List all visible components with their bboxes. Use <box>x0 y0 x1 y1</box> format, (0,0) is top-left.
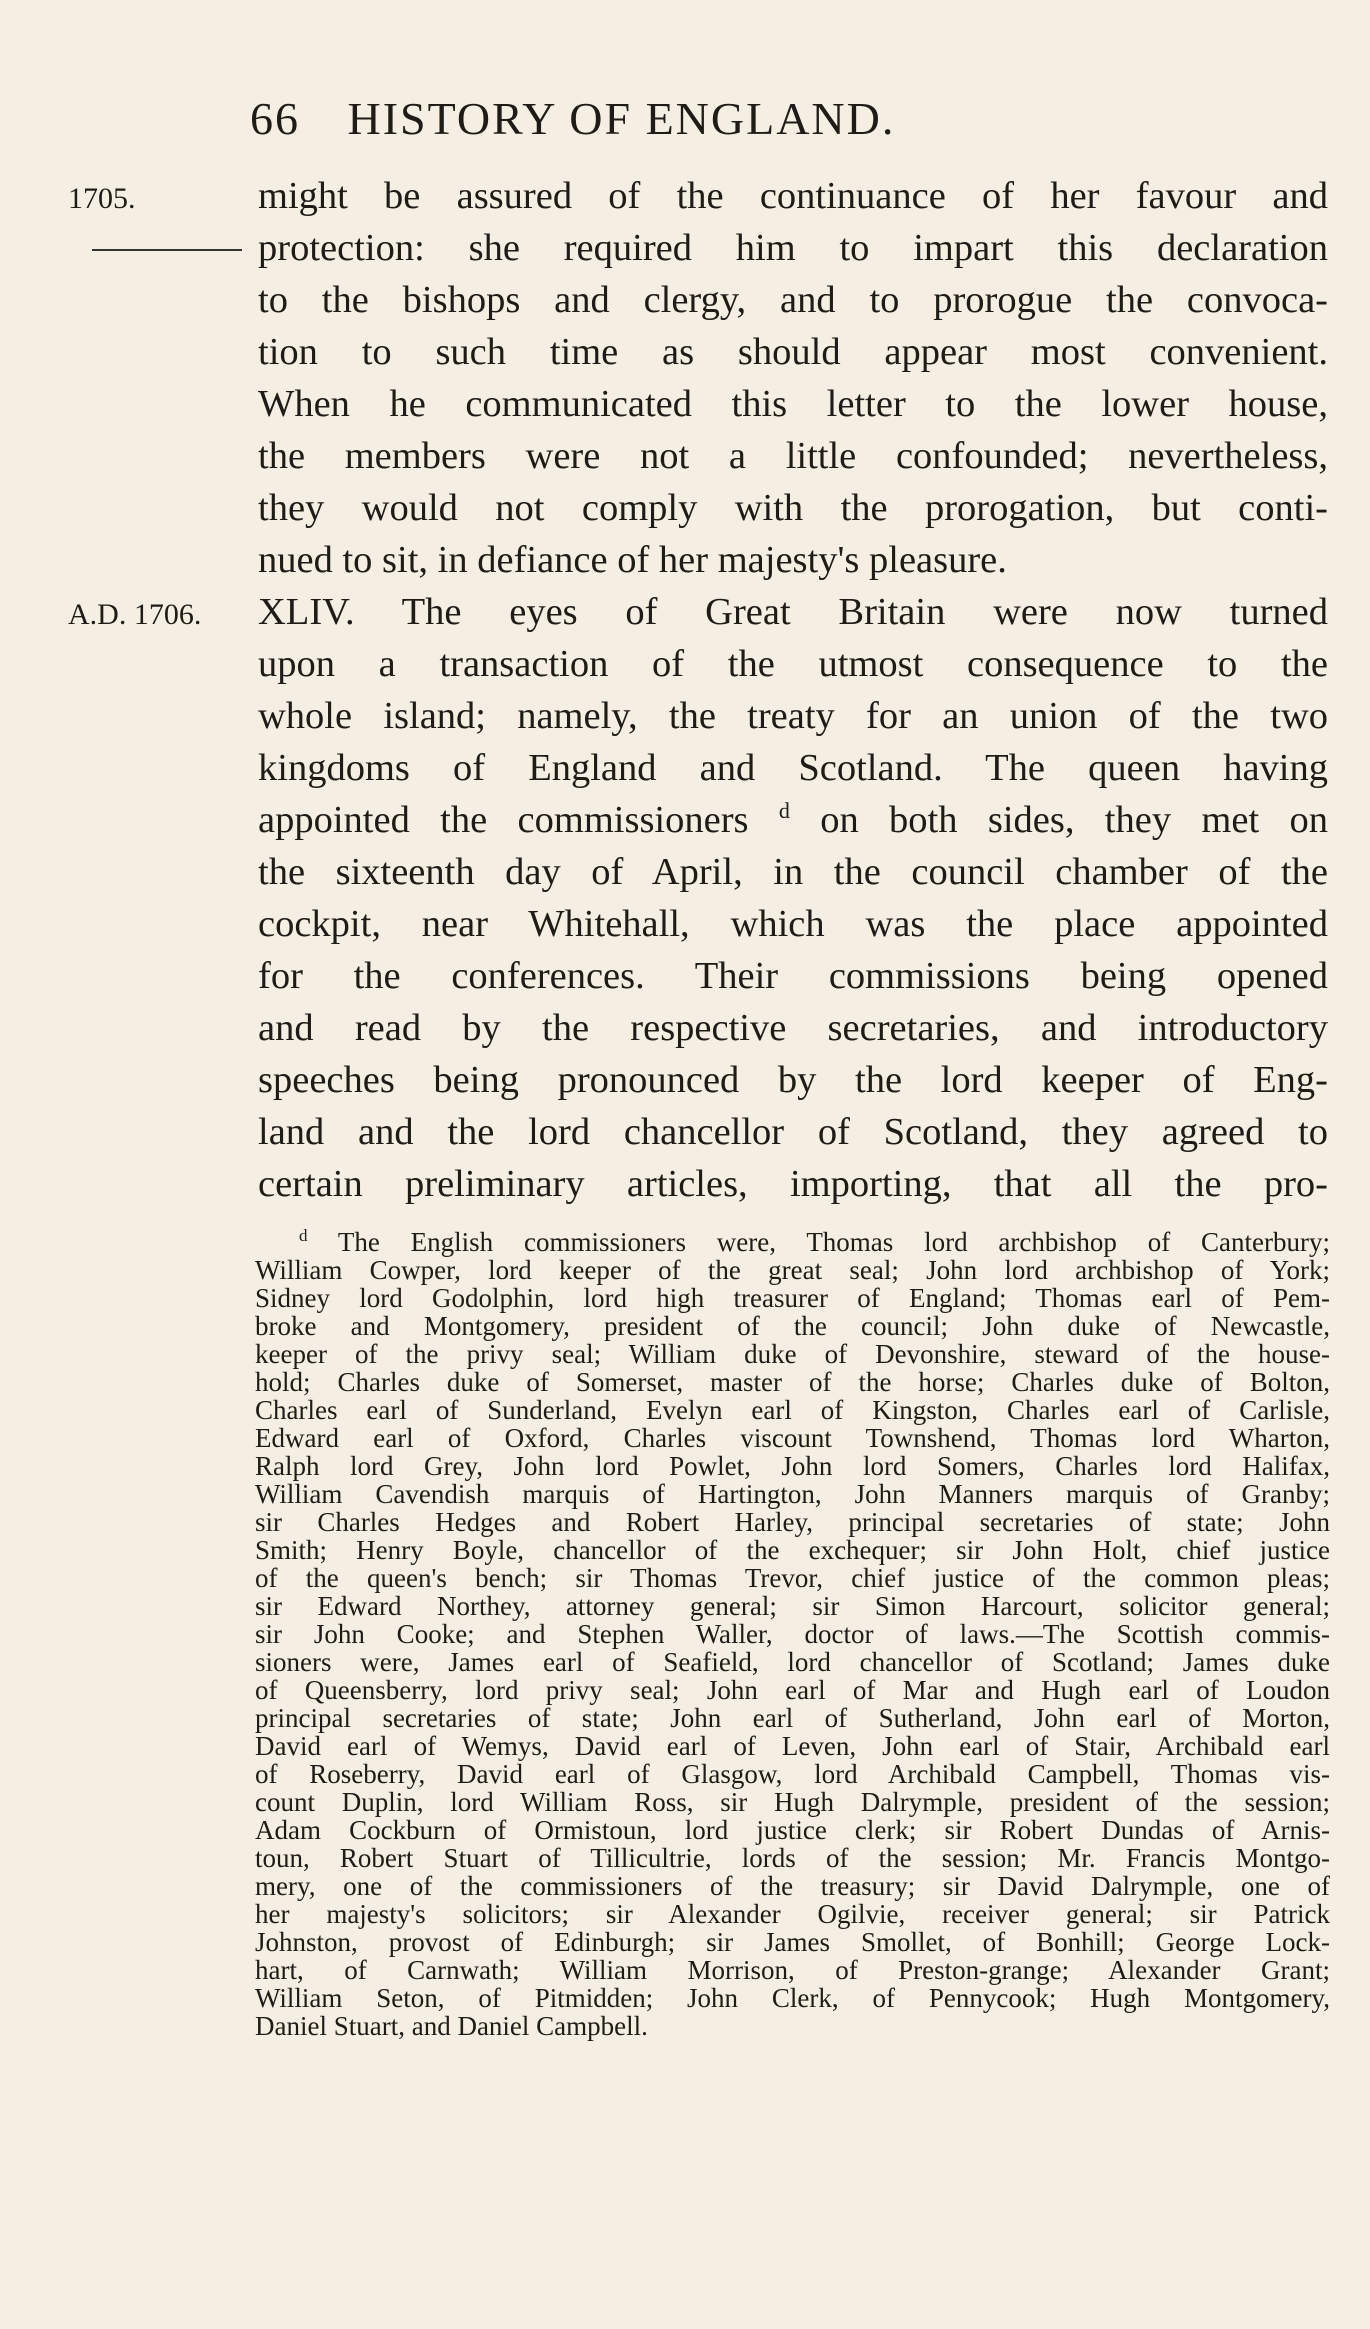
footnote-line: mery, one of the commissioners of the treasury; sir David Dalrymple, one of <box>255 1871 1330 1901</box>
body-line: land and the lord chancellor of Scotland, they agreed to <box>258 1111 1328 1153</box>
margin-year-1705: 1705. <box>68 182 136 215</box>
footnote-line: William Cavendish marquis of Hartington, John Manners marquis of Granby; <box>255 1479 1330 1509</box>
footnote-line: William Cowper, lord keeper of the great seal; John lord archbishop of York; <box>255 1255 1330 1285</box>
body-line: to the bishops and clergy, and to prorogue the convoca- <box>258 279 1328 321</box>
footnote-line: sioners were, James earl of Seafield, lord chancellor of Scotland; James duke <box>255 1647 1330 1677</box>
footnote-line: sir John Cooke; and Stephen Waller, doctor of laws.—The Scottish commis- <box>255 1619 1330 1649</box>
footnote-line: of Queensberry, lord privy seal; John earl of Mar and Hugh earl of Loudon <box>255 1675 1330 1705</box>
body-line-part: on both sides, they met on <box>789 799 1329 841</box>
footnote <box>255 1228 1330 2040</box>
footnote-line: Ralph lord Grey, John lord Powlet, John lord Somers, Charles lord Halifax, <box>255 1451 1330 1481</box>
footnote-line: Charles earl of Sunderland, Evelyn earl of Kingston, Charles earl of Carlisle, <box>255 1395 1330 1425</box>
body-line: speeches being pronounced by the lord keeper of Eng- <box>258 1059 1328 1101</box>
footnote-line: keeper of the privy seal; William duke of Devonshire, steward of the house- <box>255 1339 1330 1369</box>
body-line: XLIV. The eyes of Great Britain were now turned <box>258 591 1328 633</box>
footnote-line: Daniel Stuart, and Daniel Campbell. <box>255 2011 648 2041</box>
footnote-line: sir Charles Hedges and Robert Harley, principal secretaries of state; John <box>255 1507 1330 1537</box>
footnote-ref: d <box>778 798 790 824</box>
footnote-line: of the queen's bench; sir Thomas Trevor, chief justice of the common pleas; <box>255 1563 1330 1593</box>
body-line: nued to sit, in defiance of her majesty's pleasure. <box>258 539 1007 581</box>
body-line: the members were not a little confounded; nevertheless, <box>258 435 1328 477</box>
footnote-line: count Duplin, lord William Ross, sir Hugh Dalrymple, president of the session; <box>255 1787 1330 1817</box>
margin-year-1706: A.D. 1706. <box>68 598 202 631</box>
page-title: HISTORY OF ENGLAND. <box>347 93 896 144</box>
footnote-line: toun, Robert Stuart of Tillicultrie, lords of the session; Mr. Francis Montgo- <box>255 1843 1330 1873</box>
footnote-line: Johnston, provost of Edinburgh; sir James Smollet, of Bonhill; George Lock- <box>255 1927 1330 1957</box>
body-line: might be assured of the continuance of her favour and <box>258 175 1328 217</box>
footnote-line: William Seton, of Pitmidden; John Clerk, of Pennycook; Hugh Montgomery, <box>255 1983 1330 2013</box>
footnote-line: principal secretaries of state; John earl of Sutherland, John earl of Morton, <box>255 1703 1330 1733</box>
footnote-line: of Roseberry, David earl of Glasgow, lord Archibald Campbell, Thomas vis- <box>255 1759 1330 1789</box>
footnote-mark: d <box>299 1226 308 1245</box>
body-line: protection: she required him to impart this declaration <box>258 227 1328 269</box>
footnote-line: Smith; Henry Boyle, chancellor of the exchequer; sir John Holt, chief justice <box>255 1535 1330 1565</box>
footnote-line: sir Edward Northey, attorney general; sir Simon Harcourt, solicitor general; <box>255 1591 1330 1621</box>
footnote-line <box>255 1228 1330 1256</box>
footnote-line: her majesty's solicitors; sir Alexander Ogilvie, receiver general; sir Patrick <box>255 1899 1330 1929</box>
margin-rule <box>92 249 242 251</box>
body-line: whole island; namely, the treaty for an union of the two <box>258 695 1328 737</box>
footnote-line: hart, of Carnwath; William Morrison, of Preston-grange; Alexander Grant; <box>255 1955 1330 1985</box>
body-line: certain preliminary articles, importing, that all the pro- <box>258 1163 1328 1205</box>
body-line: kingdoms of England and Scotland. The queen having <box>258 747 1328 789</box>
body-line: When he communicated this letter to the lower house, <box>258 383 1328 425</box>
body-text <box>258 170 1328 1210</box>
running-head <box>250 92 1150 145</box>
footnote-line: Sidney lord Godolphin, lord high treasurer of England; Thomas earl of Pem- <box>255 1283 1330 1313</box>
body-line: upon a transaction of the utmost consequence to the <box>258 643 1328 685</box>
body-line: they would not comply with the prorogation, but conti- <box>258 487 1328 529</box>
footnote-line: broke and Montgomery, president of the council; John duke of Newcastle, <box>255 1311 1330 1341</box>
body-line-part: appointed the commissioners <box>258 799 749 841</box>
body-line: and read by the respective secretaries, and introductory <box>258 1007 1328 1049</box>
footnote-line: Adam Cockburn of Ormistoun, lord justice clerk; sir Robert Dundas of Arnis- <box>255 1815 1330 1845</box>
body-line: tion to such time as should appear most convenient. <box>258 331 1328 373</box>
body-line: the sixteenth day of April, in the council chamber of the <box>258 851 1328 893</box>
footnote-line: Edward earl of Oxford, Charles viscount Townshend, Thomas lord Wharton, <box>255 1423 1330 1453</box>
body-line: cockpit, near Whitehall, which was the place appointed <box>258 903 1328 945</box>
footnote-line: hold; Charles duke of Somerset, master of the horse; Charles duke of Bolton, <box>255 1367 1330 1397</box>
body-line: for the conferences. Their commissions being opened <box>258 955 1328 997</box>
footnote-line-text: The English commissioners were, Thomas lord archbishop of Canterbury; <box>337 1227 1330 1257</box>
page-number: 66 <box>250 93 300 144</box>
footnote-line: David earl of Wemys, David earl of Leven, John earl of Stair, Archibald earl <box>255 1731 1330 1761</box>
body-line-with-footnote-ref <box>258 794 1328 846</box>
